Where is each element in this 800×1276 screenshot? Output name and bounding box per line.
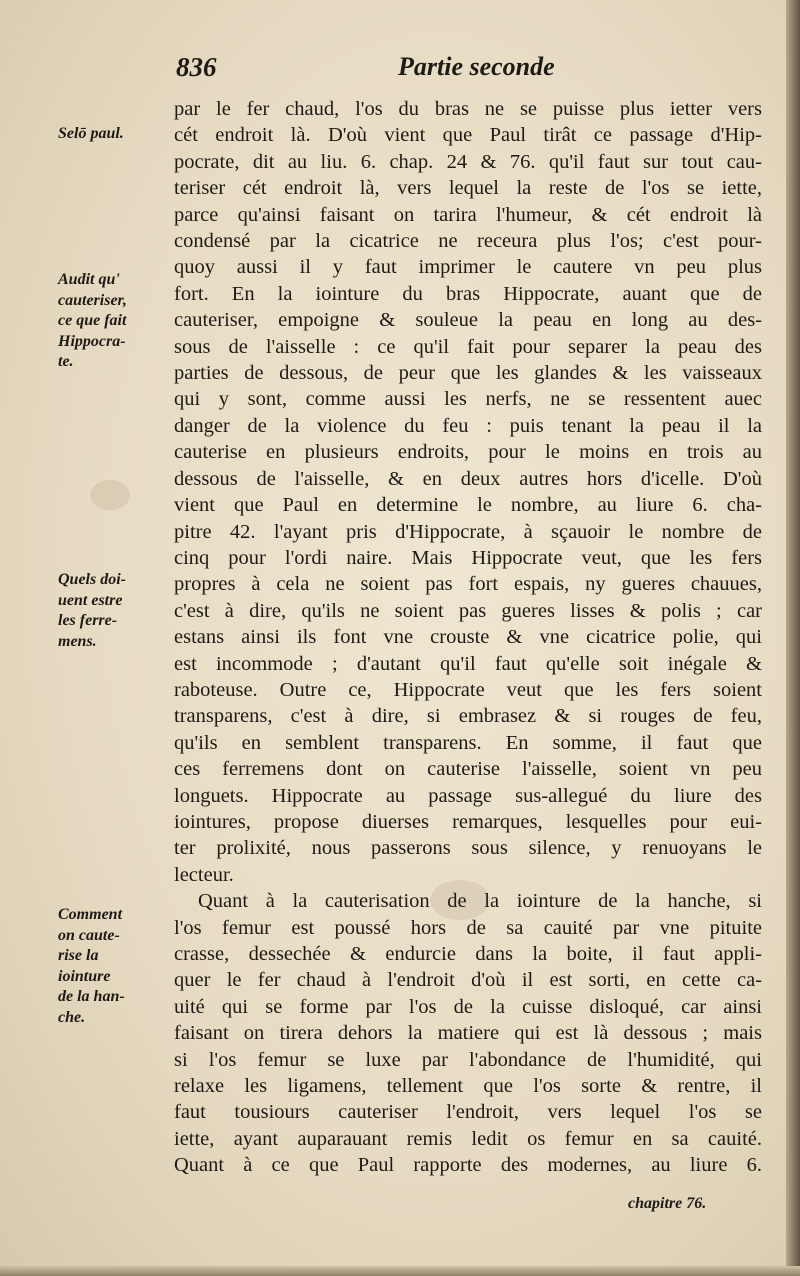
text-line: cauteriser, empoigne & souleue la peau en long au des- bbox=[174, 309, 762, 332]
text-line: cauterise en plusieurs endroits, pour le moins en trois au bbox=[174, 441, 762, 464]
margin-note-line: Hippocra- bbox=[58, 332, 126, 350]
text-line: danger de la violence du feu : puis tenant la peau il la bbox=[174, 414, 762, 437]
margin-note-line: les ferre- bbox=[58, 612, 118, 629]
margin-note-line: Comment bbox=[58, 906, 123, 923]
margin-note-line: de la han- bbox=[58, 988, 125, 1005]
text-line: longuets. Hippocrate au passage sus-allegué du liure des bbox=[174, 784, 762, 807]
text-line: raboteuse. Outre ce, Hippocrate veut que les fers soient bbox=[174, 678, 762, 701]
margin-note-line: che. bbox=[58, 1008, 86, 1026]
margin-note-line: rise la bbox=[58, 947, 99, 964]
text-line: iointures, propose diuerses remarques, lesquelles pour eui- bbox=[174, 810, 762, 833]
text-line: est incommode ; d'autant qu'il faut qu'elle soit inégale & bbox=[174, 652, 762, 675]
margin-note-hanche bbox=[58, 905, 170, 1028]
margin-note-line: on caute- bbox=[58, 926, 120, 944]
margin-note-line: ce que fait bbox=[58, 312, 127, 329]
margin-note-line: te. bbox=[58, 353, 74, 370]
text-line: uité qui se forme par l'os de la cuisse disloqué, car ainsi bbox=[174, 995, 762, 1018]
margin-note-hippocrate bbox=[58, 270, 170, 373]
text-line: ces ferremens dont on cauterise l'aisselle, soient vn peu bbox=[174, 758, 762, 781]
page-edge-shadow bbox=[786, 0, 800, 1276]
text-line: quer le fer chaud à l'endroit d'où il est sorti, en cette ca- bbox=[174, 969, 762, 992]
margin-note-line: cauteriser, bbox=[58, 291, 127, 309]
margin-note-ferremens bbox=[58, 570, 170, 652]
body-text bbox=[174, 96, 762, 1179]
margin-note-line: Quels doi- bbox=[58, 571, 126, 588]
text-line: fort. En la iointure du bras Hippocrate, auant que de bbox=[174, 282, 762, 305]
margin-note-line: uent estre bbox=[58, 591, 123, 609]
text-line: crasse, dessechée & endurcie dans la boite, il faut appli- bbox=[174, 943, 762, 965]
text-line: par le fer chaud, l'os du bras ne se puisse plus ietter vers bbox=[174, 98, 762, 120]
margin-note-line: Selō paul. bbox=[58, 125, 124, 142]
page-header bbox=[170, 52, 770, 92]
text-line: qui y sont, comme aussi les nerfs, ne se ressentent auec bbox=[174, 388, 762, 411]
text-line: estans ainsi ils font vne crouste & vne cicatrice polie, qui bbox=[174, 626, 762, 649]
text-line: faut tousiours cauteriser l'endroit, vers lequel l'os se bbox=[174, 1101, 762, 1124]
text-line: cét endroit là. D'où vient que Paul tirât ce passage d'Hip- bbox=[174, 124, 762, 147]
text-line: dessous de l'aisselle, & en deux autres hors d'icelle. D'où bbox=[174, 467, 762, 490]
text-line: l'os femur est poussé hors de sa cauité par vne pituite bbox=[174, 916, 762, 939]
margin-note-line: mens. bbox=[58, 632, 97, 650]
text-line: propres à cela ne soient pas fort espais, ny gueres chauues, bbox=[174, 573, 762, 596]
text-line: qu'ils en semblent transparens. En somme, il faut que bbox=[174, 731, 762, 754]
text-line: pitre 42. l'ayant pris d'Hippocrate, à sçauoir le nombre de bbox=[174, 520, 762, 543]
text-line: lecteur. bbox=[174, 863, 234, 886]
text-line: ter prolixité, nous passerons sous silence, y renuoyans le bbox=[174, 837, 762, 860]
text-line: teriser cét endroit là, vers lequel la reste de l'os se iette, bbox=[174, 177, 762, 200]
text-line: vient que Paul en determine le nombre, au liure 6. cha- bbox=[174, 494, 762, 517]
margin-note-selon-paul bbox=[58, 124, 170, 145]
text-line: Quant à la cauterisation de la iointure de la hanche, si bbox=[198, 890, 762, 913]
text-line: cinq pour l'ordi naire. Mais Hippocrate veut, que les fers bbox=[174, 546, 762, 569]
running-title: Partie seconde bbox=[398, 52, 555, 81]
text-line: transparens, c'est à dire, si embrasez & si rouges de feu, bbox=[174, 705, 762, 728]
catchword: chapitre 76. bbox=[628, 1195, 707, 1212]
page-edge-shadow bbox=[0, 1266, 800, 1276]
text-line: parties de dessous, de peur que les glandes & les vaisseaux bbox=[174, 362, 762, 385]
text-line: quoy aussi il y faut imprimer le cautere vn peu plus bbox=[174, 256, 762, 279]
text-line: si l'os femur se luxe par l'abondance de l'humidité, qui bbox=[174, 1048, 762, 1071]
page-number: 836 bbox=[176, 52, 217, 82]
text-line: pocrate, dit au liu. 6. chap. 24 & 76. qu'il faut sur tout cau- bbox=[174, 150, 762, 173]
text-line: sous de l'aisselle : ce qu'il fait pour separer la peau des bbox=[174, 335, 762, 358]
text-line: Quant à ce que Paul rapporte des modernes, au liure 6. bbox=[174, 1154, 762, 1177]
text-line: relaxe les ligamens, tellement que l'os sorte & rentre, il bbox=[174, 1075, 762, 1098]
margin-note-line: Audit qu' bbox=[58, 271, 120, 288]
text-line: parce qu'ainsi faisant on tarira l'humeur, & cét endroit là bbox=[174, 203, 762, 226]
text-line: iette, ayant auparauant remis ledit os femur en sa cauité. bbox=[174, 1127, 762, 1150]
text-line: condensé par la cicatrice ne receura plus l'os; c'est pour- bbox=[174, 230, 762, 253]
text-line: faisant on tirera dehors la matiere qui est là dessous ; mais bbox=[174, 1022, 762, 1045]
margin-note-line: iointure bbox=[58, 967, 111, 985]
paper-stain bbox=[90, 480, 130, 510]
text-line: c'est à dire, qu'ils ne soient pas gueres lisses & polis ; car bbox=[174, 599, 762, 622]
